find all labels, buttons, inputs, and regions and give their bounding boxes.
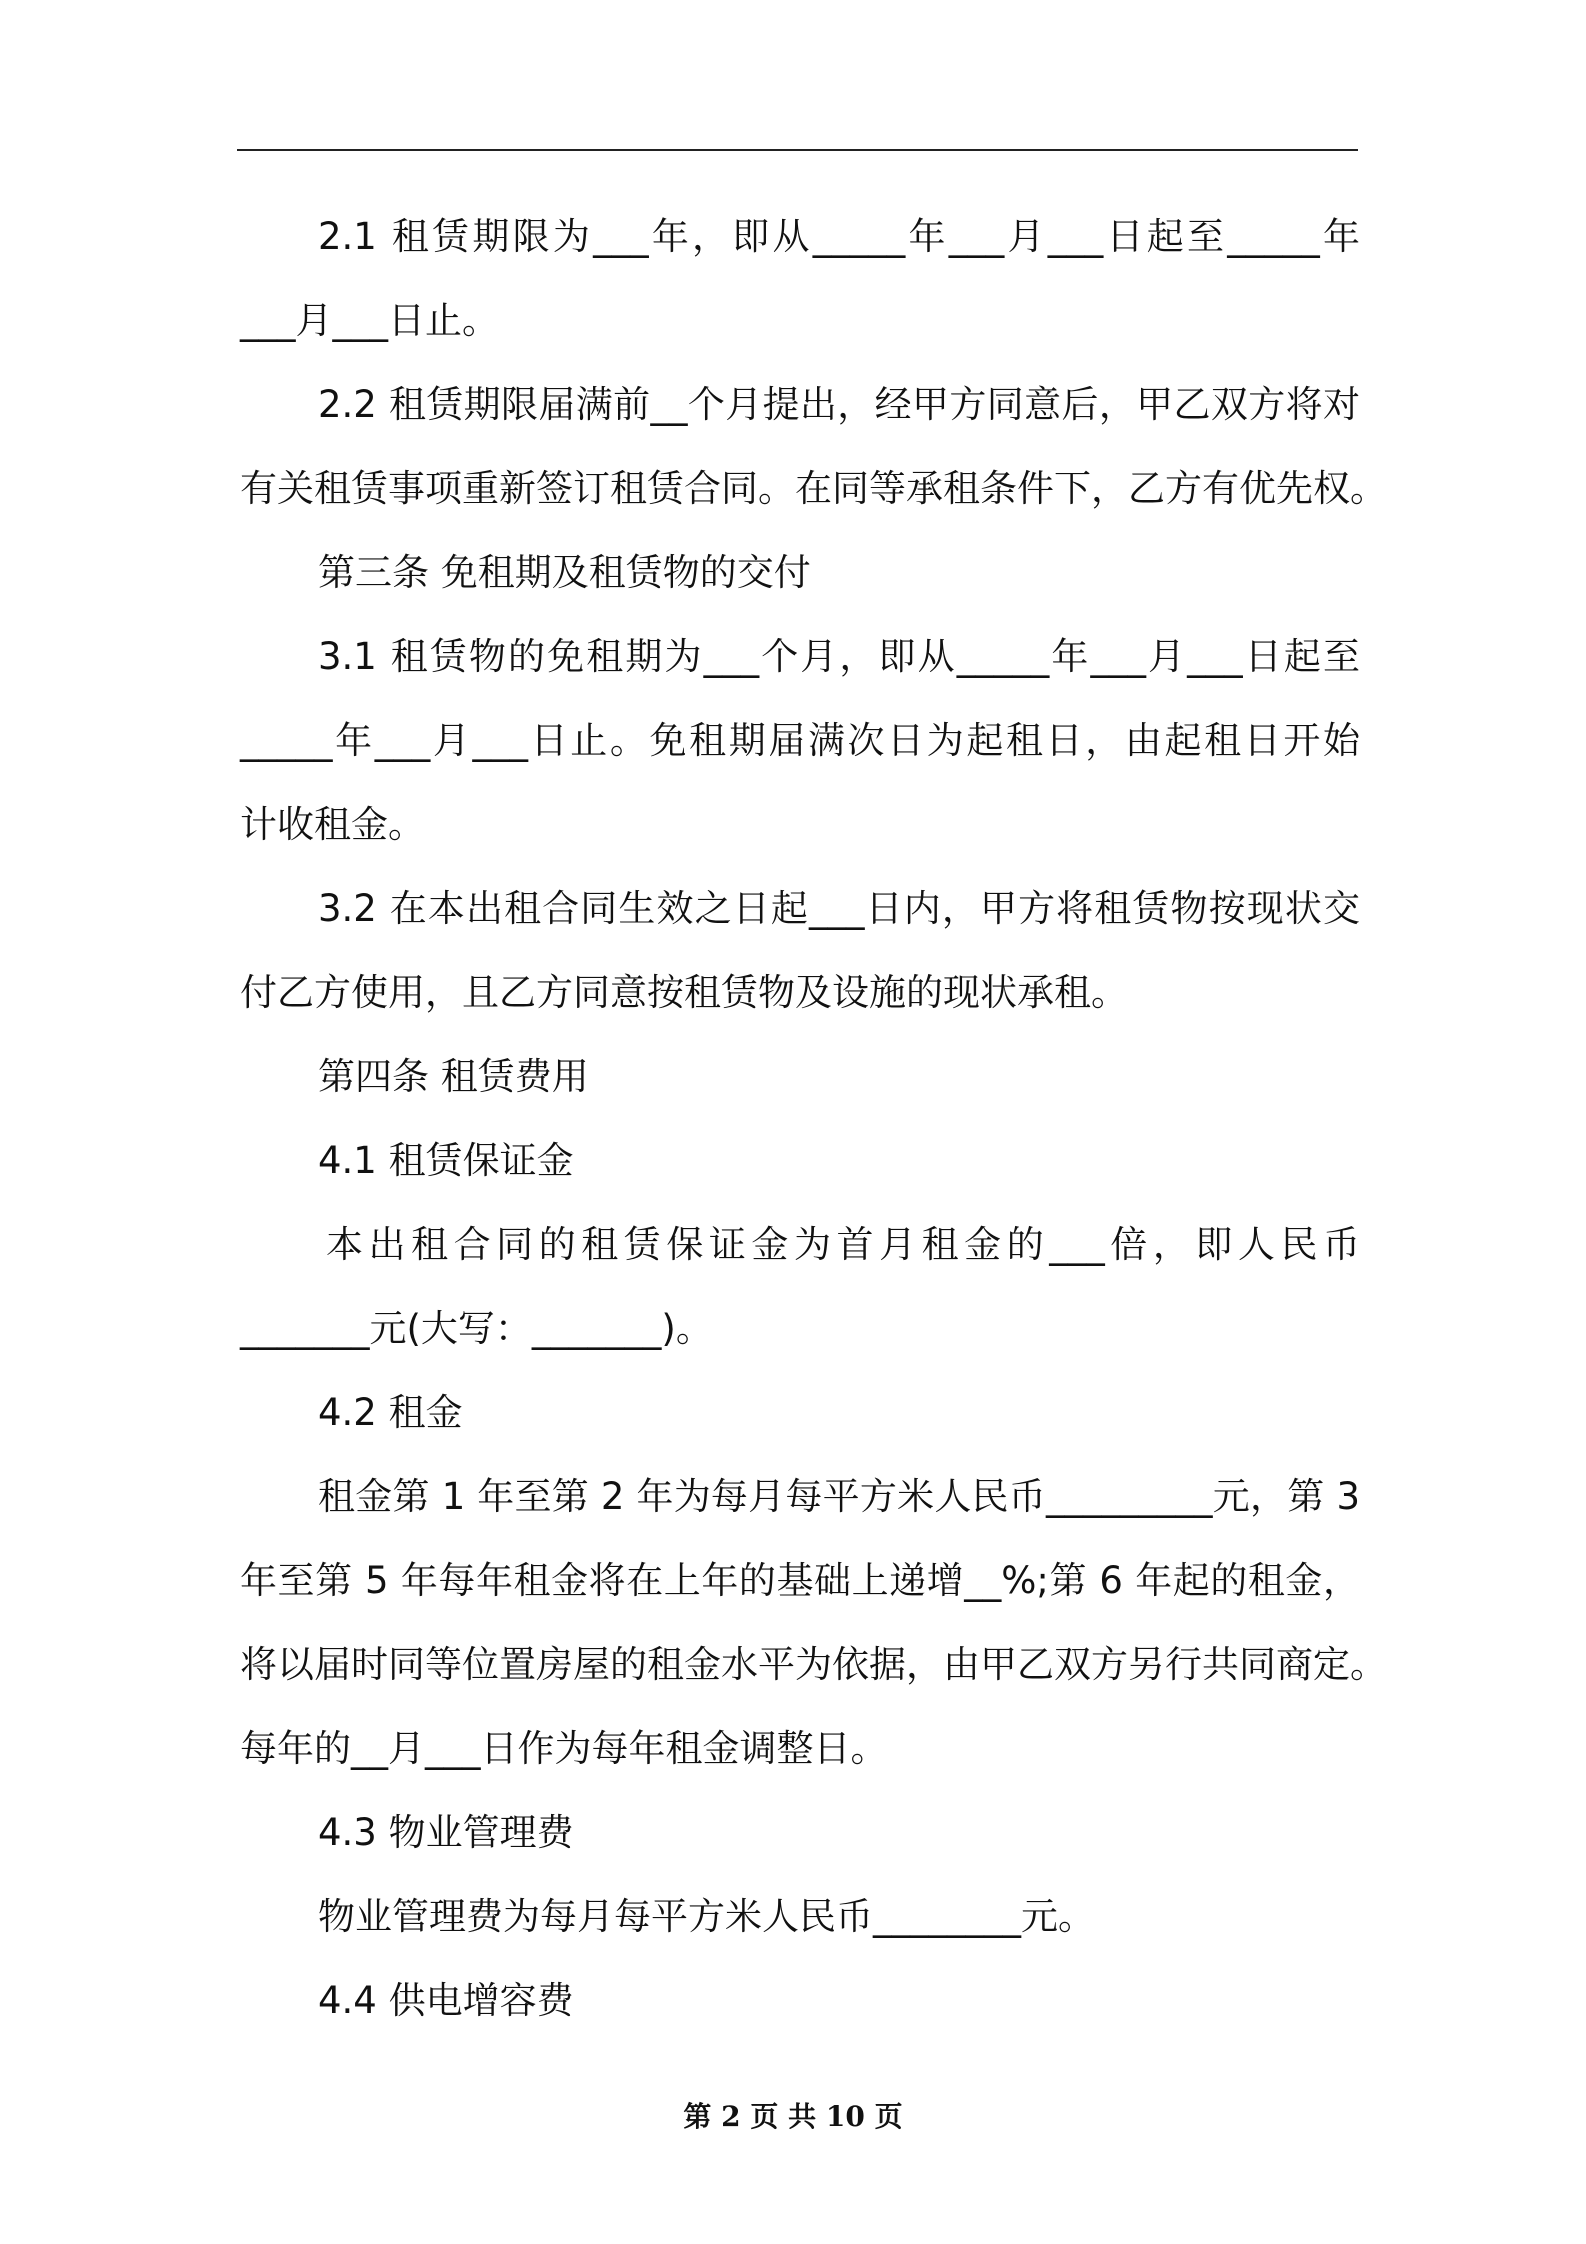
clause-2-2-line-1: 2.2 租赁期限届满前__个月提出，经甲方同意后，甲乙双方将对 <box>318 383 1360 426</box>
clause-4-2-line-3: 将以届时同等位置房屋的租金水平为依据，由甲乙双方另行共同商定。 <box>240 1643 1387 1686</box>
clause-4-2-heading: 4.2 租金 <box>318 1391 463 1434</box>
header-rule <box>237 149 1358 151</box>
clause-3-2-line-2: 付乙方使用，且乙方同意按租赁物及设施的现状承租。 <box>240 971 1128 1014</box>
document-body <box>240 195 1387 2043</box>
clause-4-2-line-1: 租金第 1 年至第 2 年为每月每平方米人民币_________元，第 3 <box>318 1475 1360 1518</box>
clause-4-3-line-1: 物业管理费为每月每平方米人民币________元。 <box>318 1895 1095 1938</box>
clause-4-1-line-1: 本出租合同的租赁保证金为首月租金的___倍，即人民币 <box>326 1223 1360 1266</box>
clause-4-2-line-4: 每年的__月___日作为每年租金调整日。 <box>240 1727 888 1770</box>
clause-4-3-heading: 4.3 物业管理费 <box>318 1811 574 1854</box>
page-number-footer: 第 2 页 共 10 页 <box>683 2100 903 2133</box>
clause-4-1-heading: 4.1 租赁保证金 <box>318 1139 574 1182</box>
clause-2-2-line-2: 有关租赁事项重新签订租赁合同。在同等承租条件下，乙方有优先权。 <box>240 467 1387 510</box>
clause-3-1-line-1: 3.1 租赁物的免租期为___个月，即从_____年___月___日起至 <box>318 635 1360 678</box>
clause-2-1-line-2: ___月___日止。 <box>240 299 499 342</box>
clause-3-1-line-2: _____年___月___日止。免租期届满次日为起租日，由起租日开始 <box>240 719 1360 762</box>
clause-3-1-line-3: 计收租金。 <box>240 803 425 846</box>
clause-3-2-line-1: 3.2 在本出租合同生效之日起___日内，甲方将租赁物按现状交 <box>318 887 1360 930</box>
clause-2-1-line-1: 2.1 租赁期限为___年，即从_____年___月___日起至_____年 <box>318 215 1360 258</box>
article-4-heading: 第四条 租赁费用 <box>318 1055 589 1098</box>
clause-4-4-heading: 4.4 供电增容费 <box>318 1979 574 2022</box>
article-3-heading: 第三条 免租期及租赁物的交付 <box>318 551 811 594</box>
clause-4-1-line-2: _______元(大写：_______)。 <box>240 1307 713 1350</box>
clause-4-2-line-2: 年至第 5 年每年租金将在上年的基础上递增__%;第 6 年起的租金， <box>240 1559 1360 1602</box>
